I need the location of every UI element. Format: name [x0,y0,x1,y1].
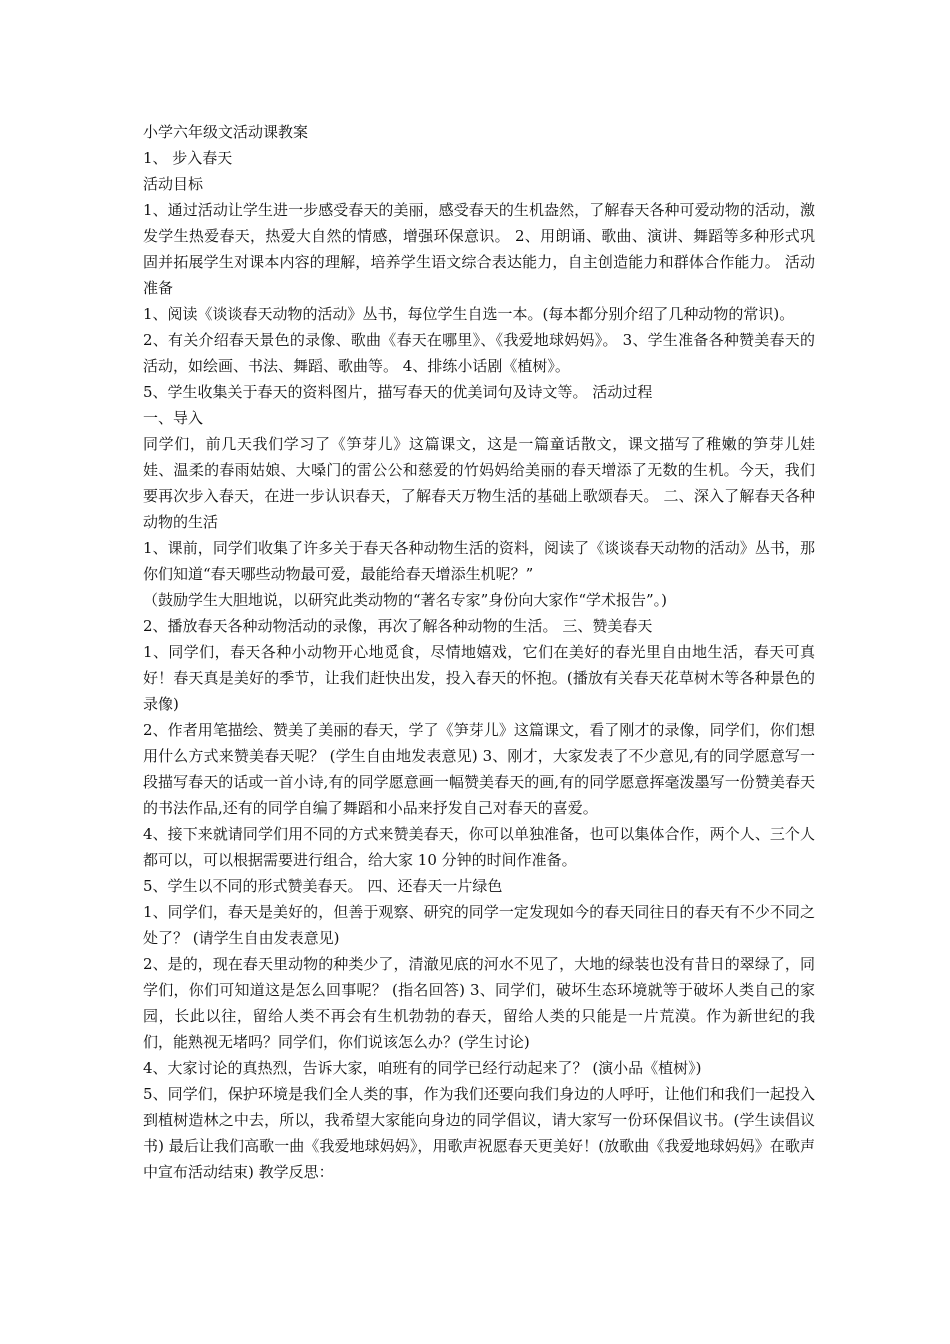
part1-heading: 一、导入 [143,409,204,427]
part2-note: （鼓励学生大胆地说，以研究此类动物的“著名专家”身份向大家作“学术报告”。) [143,591,668,609]
prep-item-5: 5、学生收集关于春天的资料图片，描写春天的优美词句及诗文等。 活动过程 [143,383,653,401]
part4-item-4: 4、大家讨论的真热烈，告诉大家，咱班有的同学已经行动起来了？ (演小品《植树》) [143,1059,702,1077]
document-title: 小学六年级文活动课教案 [143,123,309,141]
goals-heading: 活动目标 [143,175,204,193]
prep-item-2: 2、有关介绍春天景色的录像、歌曲《春天在哪里》、《我爱地球妈妈》。 3、学生准备各种赞美春天的活动，如绘画、书法、舞蹈、歌曲等。 4、排练小话剧《植树》。 [143,331,815,375]
part3-item-5: 5、学生以不同的形式赞美春天。 四、还春天一片绿色 [143,877,503,895]
prep-item-1: 1、阅读《谈谈春天动物的活动》丛书，每位学生自选一本。(每本都分别介绍了几种动物的常识)。 [143,305,795,323]
part3-item-1: 1、同学们，春天各种小动物开心地觅食，尽情地嬉戏，它们在美好的春光里自由地生活，春天可真好！春天真是美好的季节，让我们赶快出发，投入春天的怀抱。(播放有关春天花草树木等各种景色的录像) [143,643,815,713]
document-body [143,119,815,1185]
part4-item-1: 1、同学们，春天是美好的，但善于观察、研究的同学一定发现如今的春天同往日的春天有不少不同之处了？ (请学生自由发表意见) [143,903,815,947]
part1-paragraph: 同学们，前几天我们学习了《笋芽儿》这篇课文，这是一篇童话散文，课文描写了稚嫩的笋芽儿娃娃、温柔的春雨姑娘、大嗓门的雷公公和慈爱的竹妈妈给美丽的春天增添了无数的生机。今天，我们要再次步入春天，在进一步认识春天，了解春天万物生活的基础上歌颂春天。 二、深入了解春天各种动物的生活 [143,435,815,531]
part2-item-1: 1、课前，同学们收集了许多关于春天各种动物生活的资料，阅读了《谈谈春天动物的活动》丛书，那你们知道“春天哪些动物最可爱，最能给春天增添生机呢？” [143,539,815,583]
part3-item-2: 2、作者用笔描绘、赞美了美丽的春天，学了《笋芽儿》这篇课文，看了刚才的录像，同学们，你们想用什么方式来赞美春天呢？ (学生自由地发表意见) 3、刚才，大家发表了不少意见,有的同学愿意写一段描写春天的话或一首小诗,有的同学愿意画一幅赞美春天的画,有的同学愿意挥毫泼墨写一份赞美春天的书法作品,还有的同学自编了舞蹈和小品来抒发自己对春天的喜爱。 [143,721,815,817]
part4-item-2: 2、是的，现在春天里动物的种类少了，清澈见底的河水不见了，大地的绿装也没有昔日的翠绿了，同学们，你们可知道这是怎么回事呢？ (指名回答) 3、同学们，破坏生态环境就等于破坏人类自己的家园，长此以往，留给人类不再会有生机勃勃的春天，留给人类的只能是一片荒漠。作为新世纪的我们，能熟视无堵吗？同学们，你们说该怎么办？(学生讨论) [143,955,815,1051]
part2-item-2: 2、播放春天各种动物活动的录像，再次了解各种动物的生活。 三、赞美春天 [143,617,653,635]
part3-item-4: 4、接下来就请同学们用不同的方式来赞美春天，你可以单独准备，也可以集体合作，两个人、三个人都可以，可以根据需要进行组合，给大家 10 分钟的时间作准备。 [143,825,815,869]
part4-item-5: 5、同学们，保护环境是我们全人类的事，作为我们还要向我们身边的人呼吁，让他们和我们一起投入到植树造林之中去，所以，我希望大家能向身边的同学倡议，请大家写一份环保倡议书。(学生读倡议书) 最后让我们高歌一曲《我爱地球妈妈》，用歌声祝愿春天更美好！(放歌曲《我爱地球妈妈》在歌声中宣布活动结束) 教学反思： [143,1085,815,1181]
goals-paragraph: 1、通过活动让学生进一步感受春天的美丽，感受春天的生机盎然，了解春天各种可爱动物的活动，激发学生热爱春天，热爱大自然的情感，增强环保意识。 2、用朗诵、歌曲、演讲、舞蹈等多种形式巩固并拓展学生对课本内容的理解，培养学生语文综合表达能力，自主创造能力和群体合作能力。 活动准备 [143,201,815,297]
section-heading: 1、 步入春天 [143,149,233,167]
